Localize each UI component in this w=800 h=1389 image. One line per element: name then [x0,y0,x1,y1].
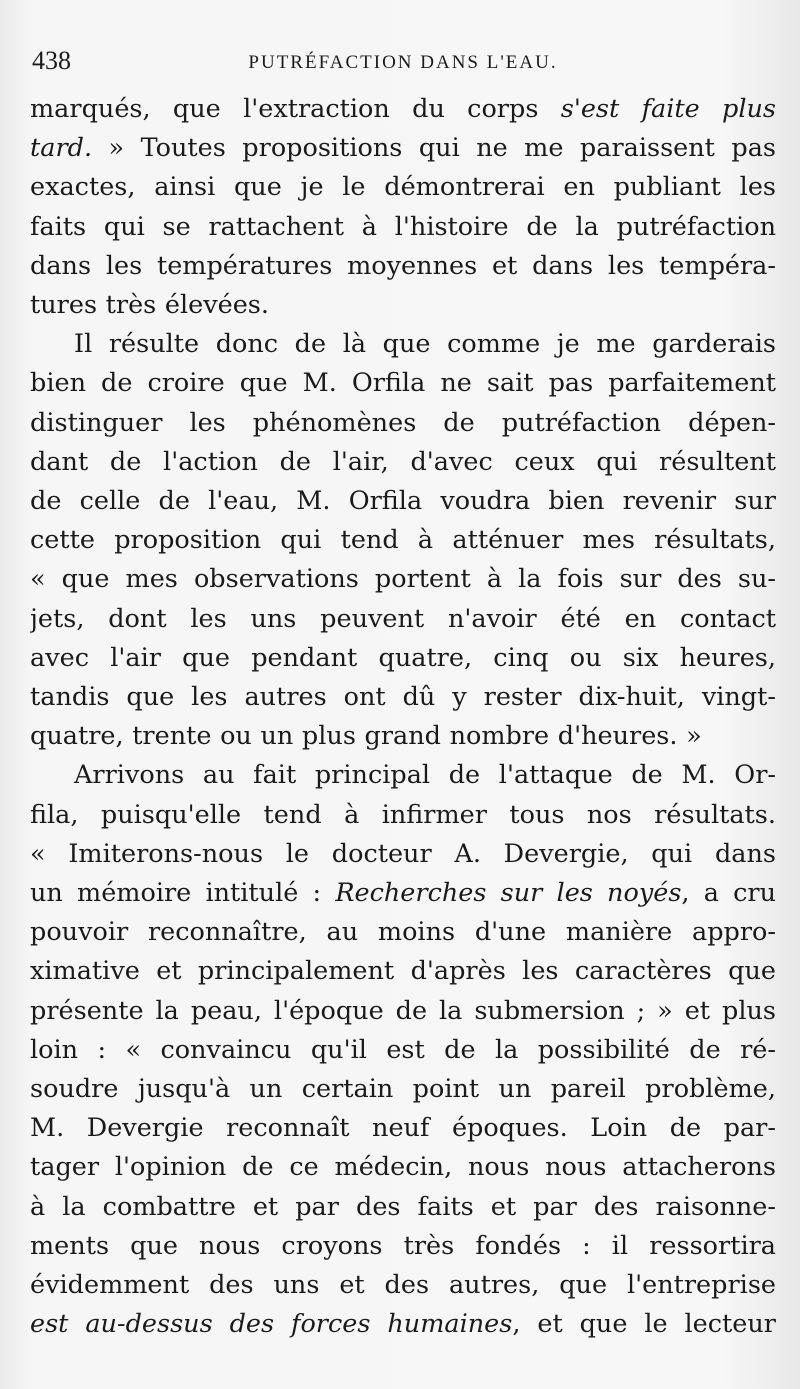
text-line: pouvoir reconnaître, au moins d'une manière appro- [30,917,776,948]
text-line: Arrivons au fait principal de l'attaque de M. Or- [74,760,776,791]
text-line: faits qui se rattachent à l'histoire de la putréfaction [30,211,776,242]
text-line: tager l'opinion de ce médecin, nous nous attacherons [30,1152,776,1183]
body-text [30,90,776,1345]
text-line: « Imiterons-nous le docteur A. Devergie, qui dans [30,838,776,869]
text-line: ments que nous croyons très fondés : il ressortira [30,1230,776,1261]
text-line: tures très élevées. [30,290,269,321]
running-title: PUTRÉFACTION DANS L'EAU. [248,52,558,73]
text-line: quatre, trente ou un plus grand nombre d'heures. » [30,721,702,752]
text-line: évidemment des uns et des autres, que l'entreprise [30,1270,776,1301]
text-line: de celle de l'eau, M. Orfila voudra bien revenir sur [30,486,776,517]
text-line: loin : « convaincu qu'il est de la possibilité de ré- [30,1034,776,1065]
text-line: avec l'air que pendant quatre, cinq ou six heures, [30,642,776,673]
text-line: Il résulte donc de là que comme je me garderais [74,329,776,360]
text-line: un mémoire intitulé : Recherches sur les noyés, a cru [30,878,776,909]
text-line: cette proposition qui tend à atténuer mes résultats, [30,525,776,556]
running-head [30,46,776,90]
text-line: exactes, ainsi que je le démontrerai en publiant les [30,172,776,203]
text-line: distinguer les phénomènes de putréfaction dépen- [30,407,776,438]
text-line: soudre jusqu'à un certain point un pareil problème, [30,1074,776,1105]
text-line: tandis que les autres ont dû y rester dix-huit, vingt- [30,682,776,713]
text-line: « que mes observations portent à la fois sur des su- [30,564,776,595]
text-line: ximative et principalement d'après les caractères que [30,956,776,987]
text-line: dant de l'action de l'air, d'avec ceux qui résultent [30,446,776,477]
text-line: jets, dont les uns peuvent n'avoir été en contact [30,603,776,634]
text-line: marqués, que l'extraction du corps s'est faite plus [30,94,776,124]
text-line: à la combattre et par des faits et par des raisonne- [30,1191,776,1222]
text-line: bien de croire que M. Orfila ne sait pas parfaitement [30,368,776,399]
text-line: dans les températures moyennes et dans les tempéra- [30,250,776,281]
text-line: fila, puisqu'elle tend à infirmer tous nos résultats. [30,799,776,830]
text-line: M. Devergie reconnaît neuf époques. Loin de par- [30,1113,776,1144]
text-line: est au-dessus des forces humaines, et que le lecteur [30,1309,776,1340]
text-line: présente la peau, l'époque de la submersion ; » et plus [30,995,776,1026]
page-number: 438 [32,46,71,75]
text-line: tard. » Toutes propositions qui ne me paraissent pas [30,133,776,164]
